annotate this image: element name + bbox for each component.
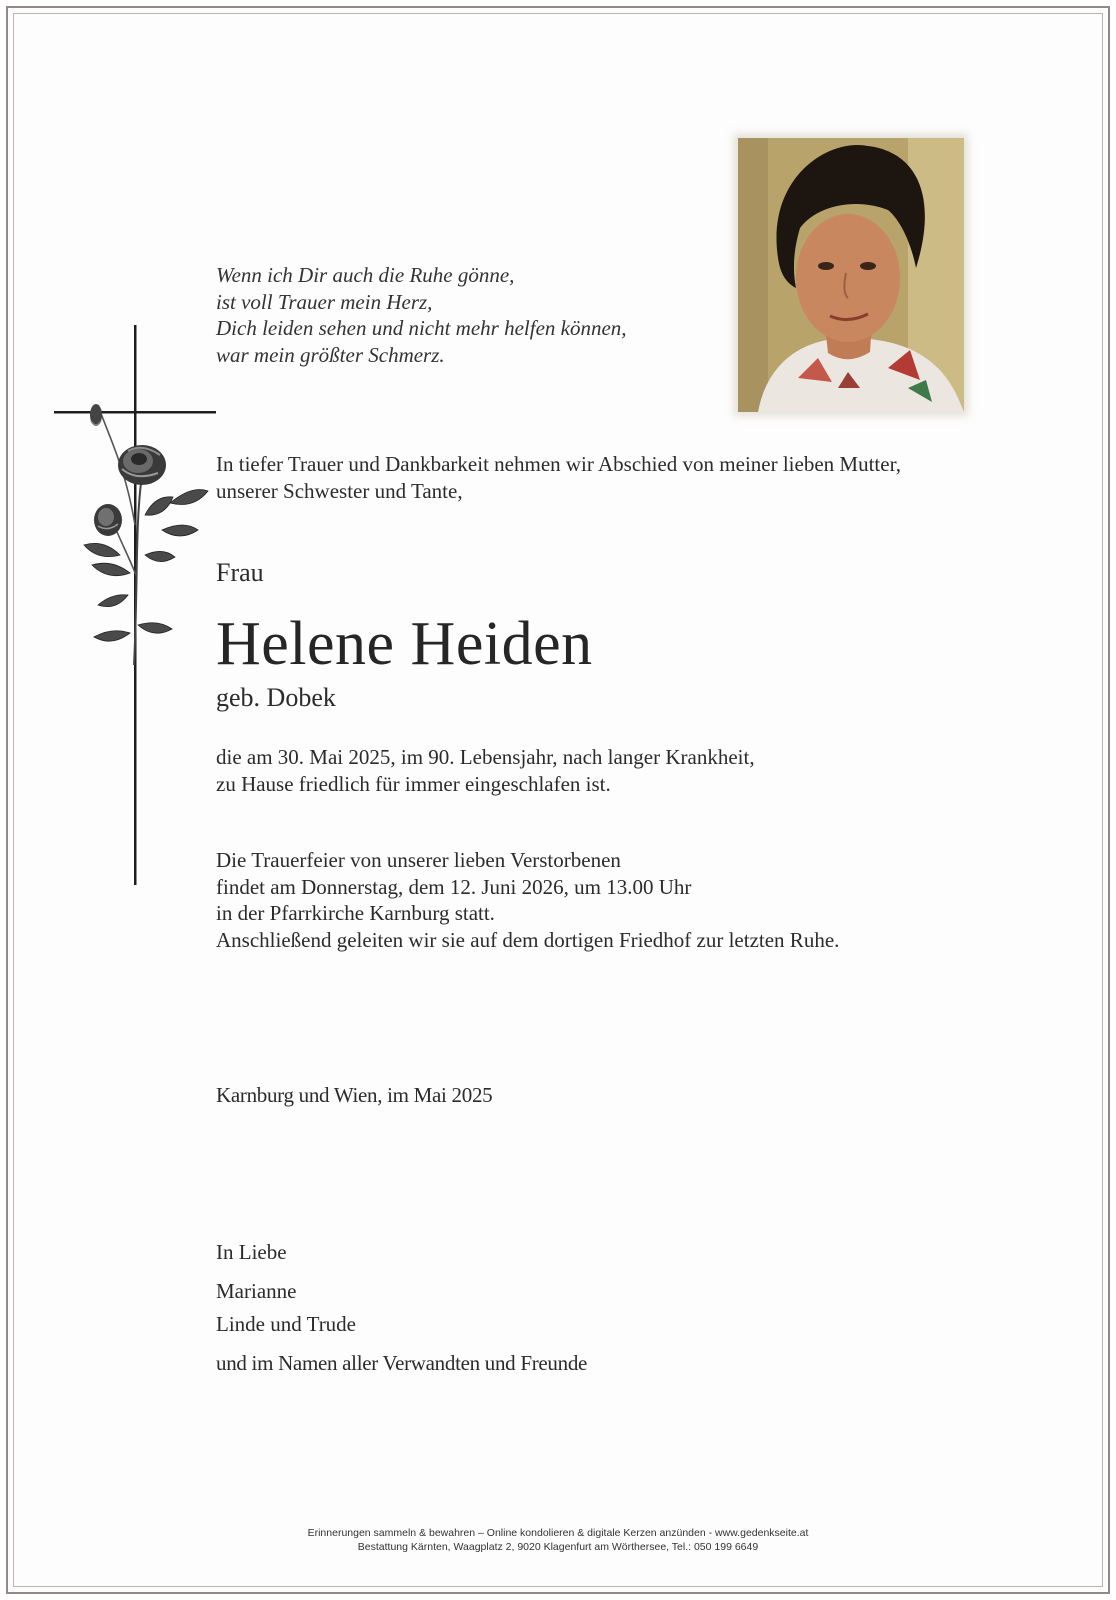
death-notice: die am 30. Mai 2025, im 90. Lebensjahr, nach langer Krankheit, zu Hause friedlich für immer eingeschlafen ist.: [216, 745, 755, 796]
mourner-line-1: Marianne: [216, 1279, 297, 1303]
deceased-name: Helene Heiden: [216, 610, 593, 678]
cross-with-rose-icon: [50, 325, 220, 885]
footer-line-1: Erinnerungen sammeln & bewahren – Online kondolieren & digitale Kerzen anzünden - www.gedenkseite.at: [307, 1527, 809, 1539]
footer: [0, 1526, 1116, 1554]
closing-phrase: In Liebe: [216, 1240, 287, 1264]
poem-verse: Wenn ich Dir auch die Ruhe gönne, ist voll Trauer mein Herz, Dich leiden sehen und nicht mehr helfen können, war mein größter Schmerz.: [216, 263, 627, 367]
salutation: Frau: [216, 558, 264, 587]
funeral-details: Die Trauerfeier von unserer lieben Verstorbenen findet am Donnerstag, dem 12. Juni 2026, um 13.00 Uhr in der Pfarrkirche Karnburg statt. Anschließend geleiten wir sie auf dem dortigen Friedhof zur letzten Ruhe.: [216, 848, 840, 952]
footer-line-2: Bestattung Kärnten, Waagplatz 2, 9020 Klagenfurt am Wörthersee, Tel.: 050 199 6649: [357, 1541, 759, 1553]
place-and-date: Karnburg und Wien, im Mai 2025: [216, 1083, 493, 1107]
mourner-line-3: und im Namen aller Verwandten und Freunde: [216, 1351, 588, 1375]
intro-text: In tiefer Trauer und Dankbarkeit nehmen wir Abschied von meiner lieben Mutter, unserer Schwester und Tante,: [216, 452, 901, 503]
portrait-photo: [738, 138, 964, 412]
mourner-line-2: Linde und Trude: [216, 1312, 357, 1336]
maiden-name: geb. Dobek: [216, 683, 336, 712]
